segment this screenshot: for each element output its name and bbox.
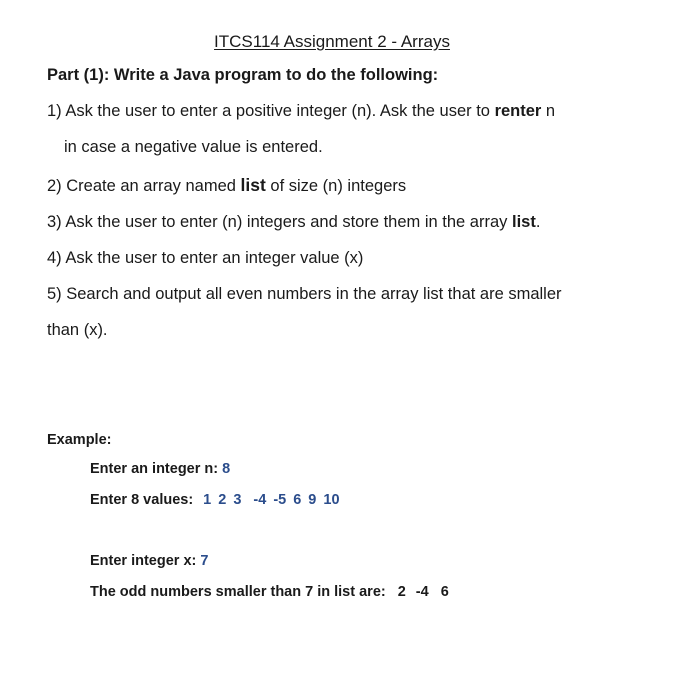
step-1-text: 1) Ask the user to enter a positive integer (n). Ask the user to xyxy=(47,102,495,120)
step-3 xyxy=(47,213,540,232)
step-3-list: list xyxy=(511,213,536,231)
prompt-x-label: Enter integer x: xyxy=(90,553,201,569)
prompt-values-label: Enter 8 values: xyxy=(90,492,194,508)
example-prompt-x xyxy=(90,553,208,569)
step-2-rest: of size (n) integers xyxy=(265,177,407,195)
example-result xyxy=(90,584,449,600)
input-value: 2 xyxy=(218,492,227,508)
example-prompt-n xyxy=(90,461,230,477)
step-1-continuation: in case a negative value is entered. xyxy=(64,138,323,156)
input-value: 10 xyxy=(323,492,340,508)
step-4: 4) Ask the user to enter an integer value (x) xyxy=(47,249,364,267)
input-value: -5 xyxy=(273,492,287,508)
part-heading: Part (1): Write a Java program to do the following: xyxy=(47,66,439,84)
step-5-continuation: than (x). xyxy=(47,321,108,339)
result-value: 2 xyxy=(397,584,406,600)
result-label: The odd numbers smaller than 7 in list are: xyxy=(90,584,386,600)
x-value: 7 xyxy=(200,553,209,569)
prompt-n-label: Enter an integer n: xyxy=(90,461,223,477)
step-1-n: n xyxy=(541,102,556,120)
input-value: 3 xyxy=(233,492,242,508)
input-value: 9 xyxy=(308,492,317,508)
input-value: 6 xyxy=(293,492,302,508)
step-2-list: list xyxy=(240,175,266,195)
n-value: 8 xyxy=(222,461,231,477)
example-heading: Example: xyxy=(47,432,112,448)
step-3-period: . xyxy=(535,213,541,231)
example-prompt-values xyxy=(90,492,347,508)
step-3-text: 3) Ask the user to enter (n) integers and store them in the array xyxy=(47,213,512,231)
input-value: 1 xyxy=(203,492,212,508)
step-5: 5) Search and output all even numbers in the array list that are smaller xyxy=(47,285,562,303)
input-value: -4 xyxy=(253,492,267,508)
result-value: -4 xyxy=(415,584,429,600)
step-2-text: 2) Create an array named xyxy=(47,177,241,195)
step-1-renter: renter xyxy=(494,102,542,120)
step-2 xyxy=(47,175,406,196)
result-value: 6 xyxy=(440,584,449,600)
page-title: ITCS114 Assignment 2 - Arrays xyxy=(214,32,450,51)
step-1 xyxy=(47,102,555,121)
